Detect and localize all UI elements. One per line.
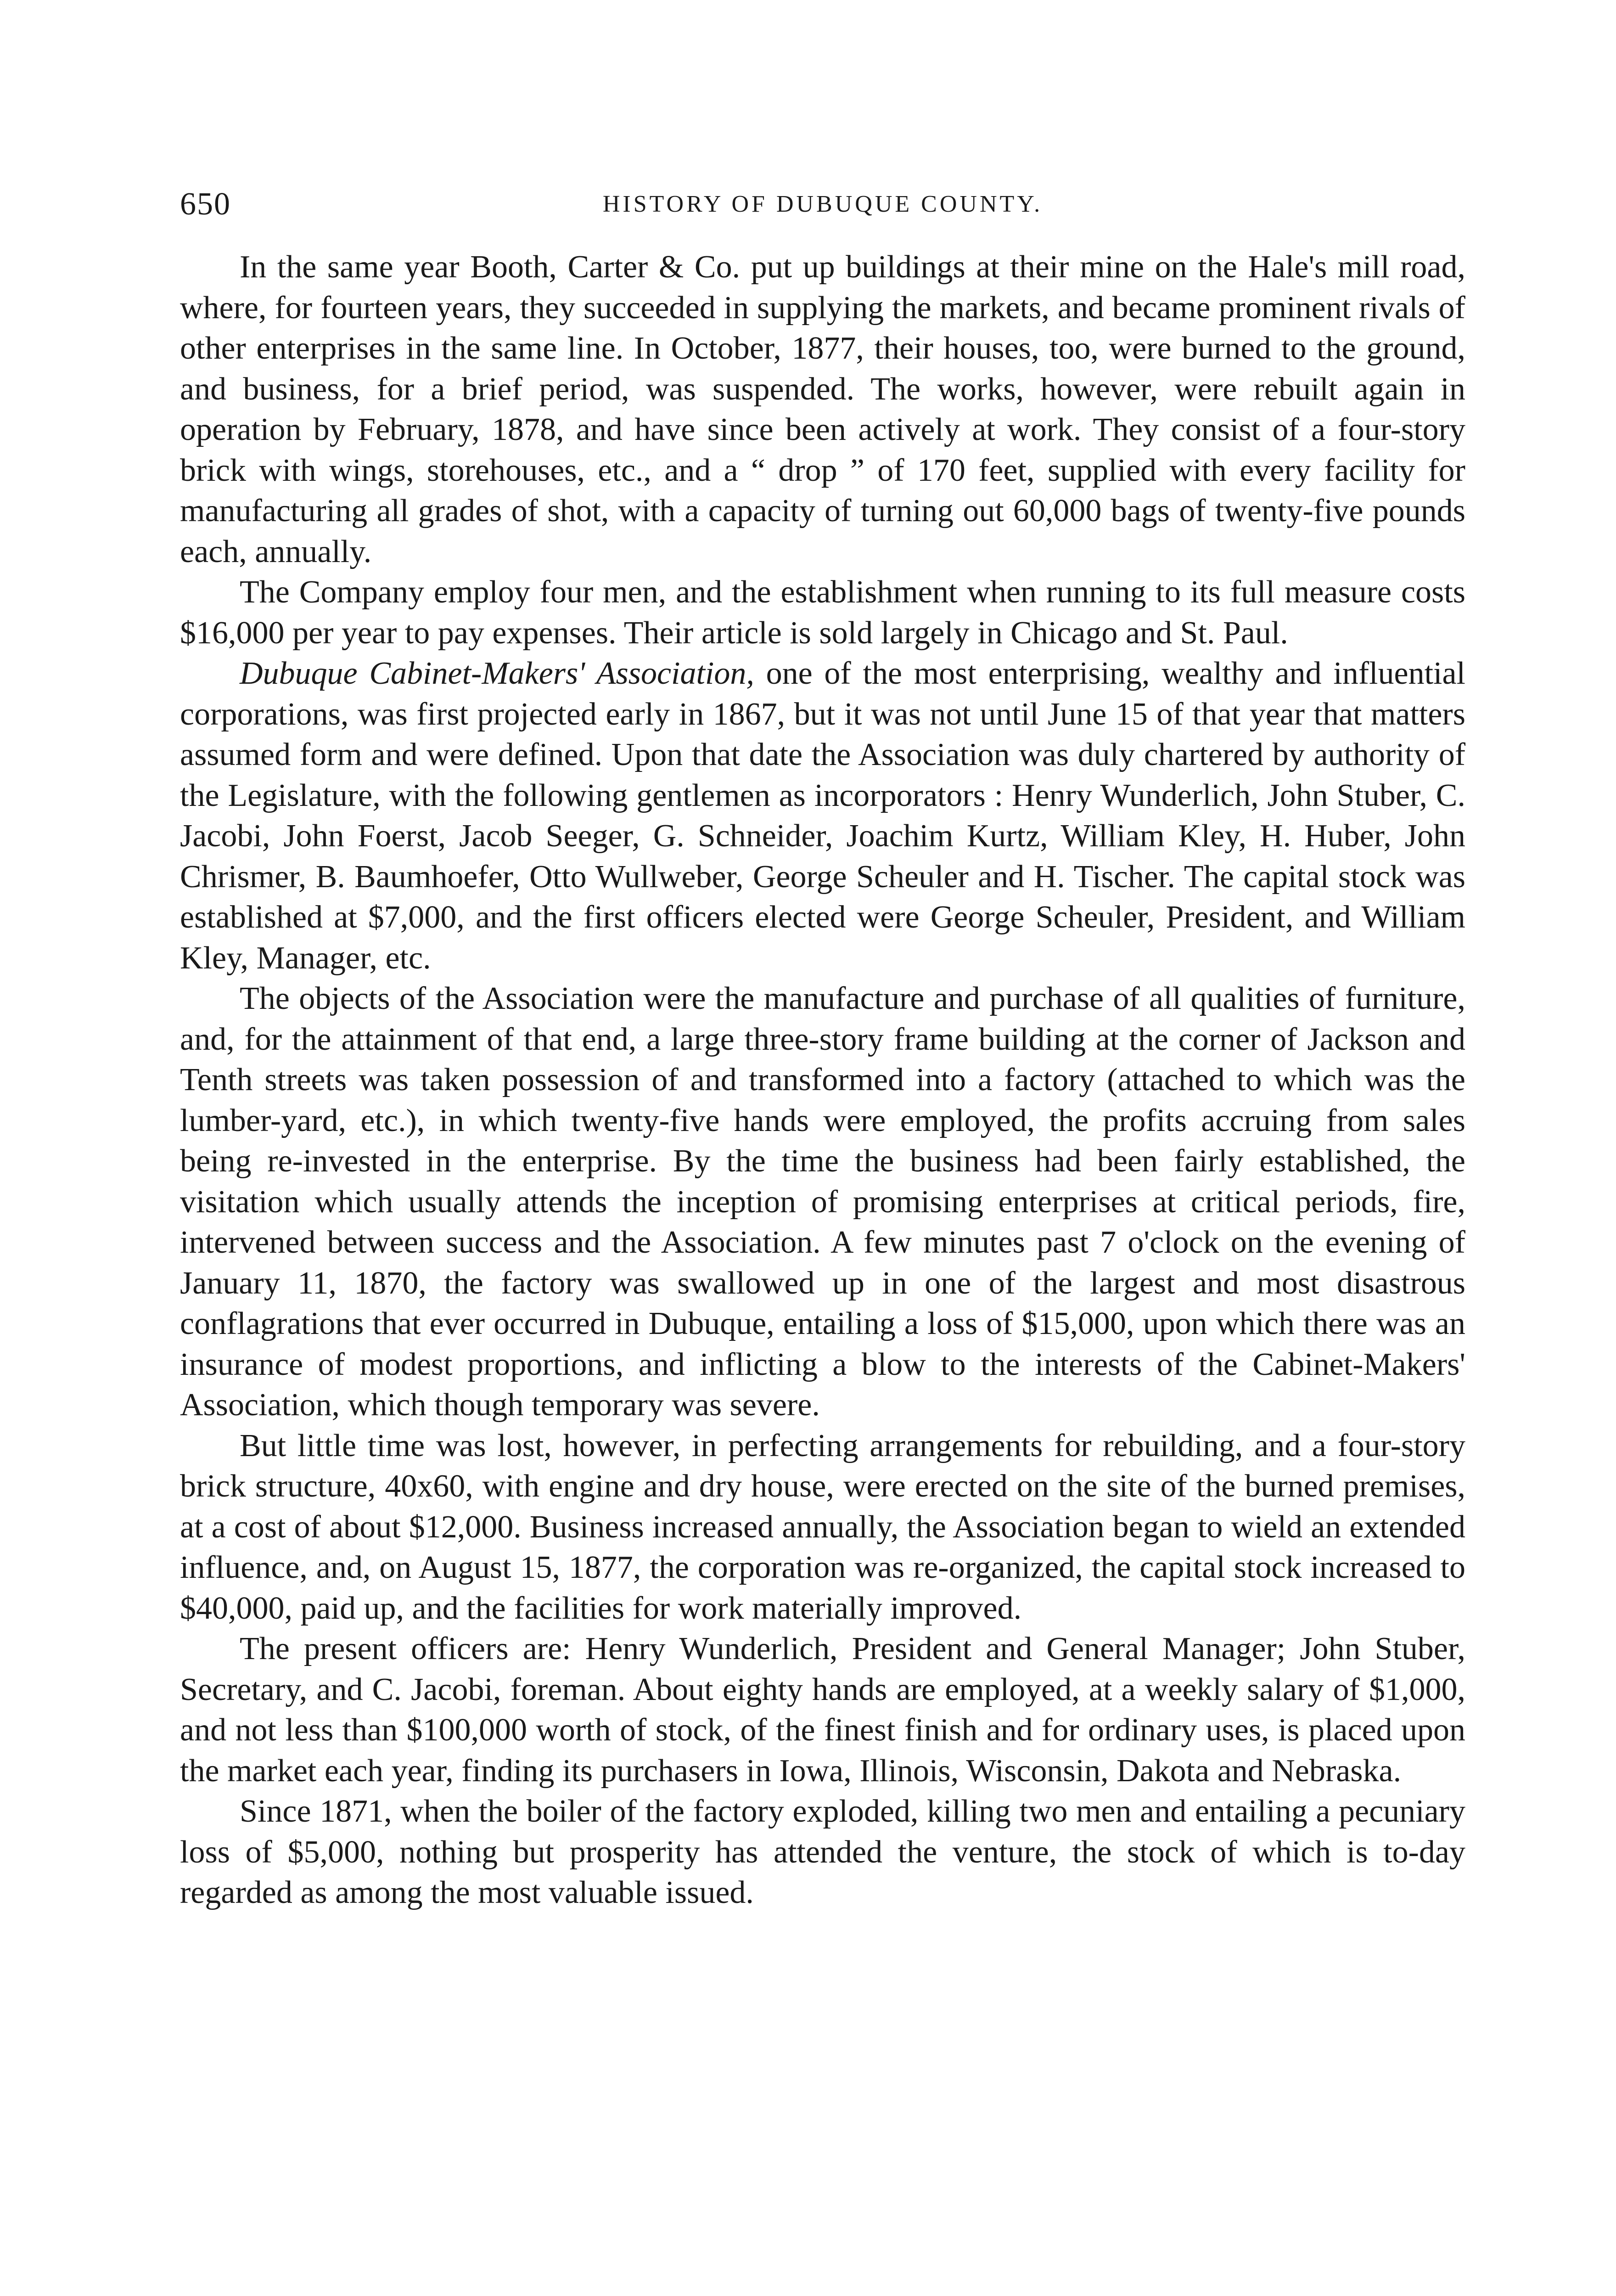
paragraph-lead-italic: Dubuque Cabinet-Makers' Association, — [240, 656, 754, 691]
page-header — [180, 184, 1465, 225]
paragraph-booth-carter — [180, 247, 1465, 572]
paragraph-cabinet-makers — [180, 653, 1465, 979]
paragraph-text: In the same year Booth, Carter & Co. put up buildings at their mine on the Hale's mill road, where, for fourteen years, they succeeded in supplying the markets, and became prominent rivals of other enterprises in the same line. In October, 1877, their houses, too, were burned to the ground, and business, for a brief period, was suspended. The works, however, were rebuilt again in operation by February, 1878, and have since been actively at work. They consist of a four-story brick with wings, storehouses, etc., and a “ drop ” of 170 feet, supplied with every facility for manufacturing all grades of shot, with a capacity of turning out 60,000 bags of twenty-five pounds each, annually. — [180, 249, 1465, 569]
paragraph-rebuilding — [180, 1426, 1465, 1629]
paragraph-text: But little time was lost, however, in perfecting arrangements for rebuilding, and a four-story brick structure, 40x60, with engine and dry house, were erected on the site of the burned premises, at a cost of about $12,000. Business increased annually, the Association began to wield an extended influence, and, on August 15, 1877, the corporation was re-organized, the capital stock increased to $40,000, paid up, and the facilities for work materially improved. — [180, 1428, 1465, 1626]
book-page — [180, 184, 1465, 1913]
paragraph-text: The objects of the Association were the manufacture and purchase of all qualities of furniture, and, for the attainment of that end, a large three-story frame building at the corner of Jackson and Tenth streets was taken possession of and transformed into a factory (attached to which was the lumber-yard, etc.), in which twenty-five hands were employed, the profits accruing from sales being re-invested in the enterprise. By the time the business had been fairly established, the visitation which usually attends the inception of promising enterprises at critical periods, fire, intervened between success and the Association. A few minutes past 7 o'clock on the evening of January 11, 1870, the factory was swallowed up in one of the largest and most disastrous conflagrations that ever occurred in Dubuque, entailing a loss of $15,000, upon which there was an insurance of modest proportions, and inflicting a blow to the interests of the Cabinet-Makers' Association, which though temporary was severe. — [180, 981, 1465, 1423]
paragraph-company-employ — [180, 572, 1465, 653]
paragraph-text: The Company employ four men, and the establishment when running to its full measure costs $16,000 per year to pay expenses. Their article is sold largely in Chicago and St. Paul. — [180, 574, 1465, 651]
paragraph-text: The present officers are: Henry Wunderlich, President and General Manager; John Stuber, Secretary, and C. Jacobi, foreman. About eighty hands are employed, at a weekly salary of $1,000, and not less than $100,000 worth of stock, of the finest finish and for ordinary uses, is placed upon the market each year, finding its purchasers in Iowa, Illinois, Wisconsin, Dakota and Nebraska. — [180, 1631, 1465, 1789]
running-head: HISTORY OF DUBUQUE COUNTY. — [602, 191, 1043, 217]
page-body — [180, 247, 1465, 1913]
paragraph-since-1871 — [180, 1791, 1465, 1913]
paragraph-text: Since 1871, when the boiler of the factory exploded, killing two men and entailing a pecuniary loss of $5,000, nothing but prosperity has attended the venture, the stock of which is to-day regarded as among the most valuable issued. — [180, 1794, 1465, 1910]
paragraph-text: one of the most enterprising, wealthy and influential corporations, was first projected early in 1867, but it was not until June 15 of that year that matters assumed form and were defined. Upon that date the Association was duly chartered by authority of the Legislature, with the following gentlemen as incorporators : Henry Wunderlich, John Stuber, C. Jacobi, John Foerst, Jacob Seeger, G. Schneider, Joachim Kurtz, William Kley, H. Huber, John Chrismer, B. Baumhoefer, Otto Wullweber, George Scheuler and H. Tischer. The capital stock was established at $7,000, and the first officers elected were George Scheuler, President, and William Kley, Manager, etc. — [180, 656, 1465, 976]
paragraph-objects — [180, 979, 1465, 1426]
paragraph-present-officers — [180, 1629, 1465, 1791]
page-number: 650 — [180, 186, 231, 222]
